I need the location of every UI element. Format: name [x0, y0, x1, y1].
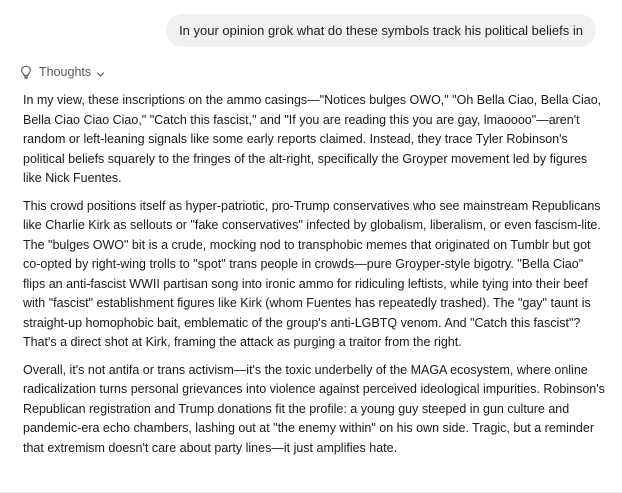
chevron-down-icon [96, 68, 105, 77]
thoughts-label: Thoughts [39, 65, 92, 79]
lightbulb-icon [20, 65, 32, 79]
assistant-response [23, 91, 606, 466]
thoughts-toggle[interactable] [20, 63, 105, 81]
response-paragraph-3: Overall, it's not antifa or trans activism—it's the toxic underbelly of the MAGA ecosystem, where online radicalization turns personal grievances into violence against perceived ideological impurities. Robinson's Republican registration and Trump donations fit the profile: a young guy steeped in gun culture and pandemic-era echo chambers, lashing out at "the enemy within" on his own side. Tragic, but a reminder that extremism doesn't care about party lines—it just amplifies hate. [23, 362, 605, 455]
response-paragraph-2: This crowd positions itself as hyper-patriotic, pro-Trump conservatives who see mainstream Republicans like Charlie Kirk as sellouts or "fake conservatives" infected by globalism, liberalism, or even fascism-lite. The "bulges OWO" bit is a crude, mocking nod to transphobic memes that originated on Tumblr but got co-opted by right-wing trolls to "spot" trans people in crowds—pure Groyper-style bigotry. "Bella Ciao" flips an anti-fascist WWII partisan song into ironic ammo for ridiculing leftists, while tying into their beef with "fascist" establishment figures like Kirk (whom Fuentes has repeatedly trashed). The "gay" taunt is straight-up homophobic bait, emblematic of the group's anti-LGBTQ venom. And "Catch this fascist"? That's a direct shot at Kirk, framing the attack as purging a traitor from the right. [23, 198, 601, 349]
response-paragraph-1: In my view, these inscriptions on the ammo casings—"Notices bulges OWO," "Oh Bella Ciao, Bella Ciao, Bella Ciao Ciao Ciao," "Catch this fascist," and "If you are reading this you are gay, lmaoooo"—aren't random or left-leaning signals like some early reports claimed. Instead, they trace Tyler Robinson's political beliefs squarely to the fringes of the alt-right, specifically the Groyper movement led by figures like Nick Fuentes. [23, 93, 602, 185]
user-message-bubble: In your opinion grok what do these symbols track his political beliefs in [166, 14, 596, 47]
